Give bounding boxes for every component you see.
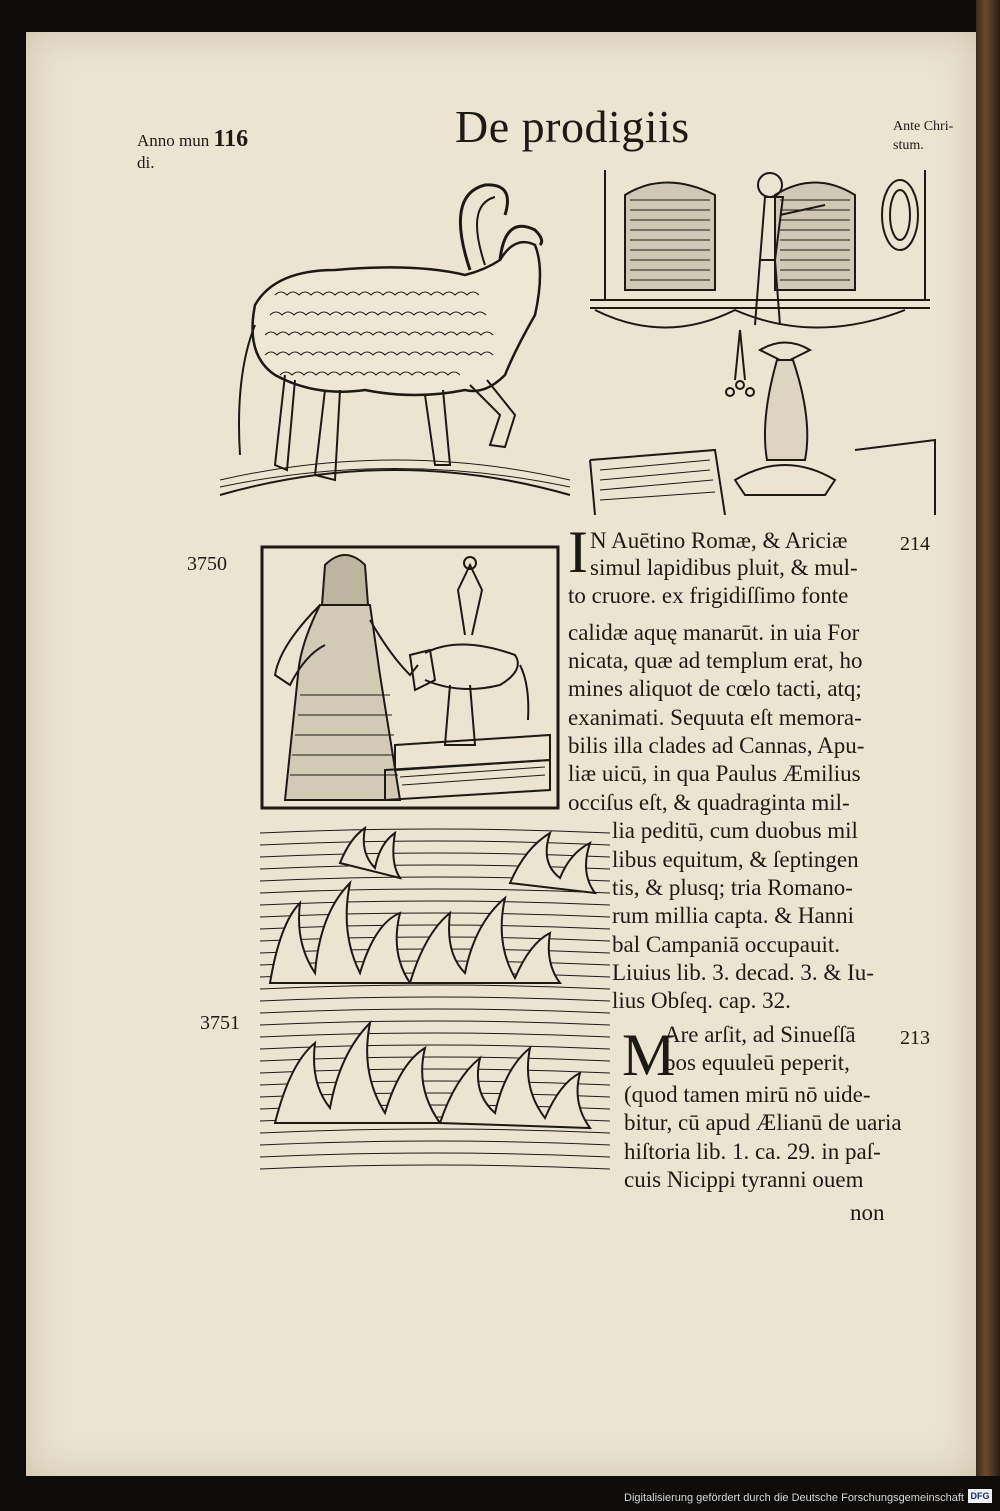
p1-line: rum millia capta. & Hanni (612, 903, 855, 928)
p1-line: lius Obſeq. cap. 32. (612, 988, 791, 1013)
ante-label-cont: stum. (893, 138, 924, 153)
p2-line: hiſtoria lib. 1. ca. 29. in paſ- (624, 1139, 881, 1164)
p1-line: Liuius lib. 3. decad. 3. & Iu- (612, 960, 874, 985)
p1-line: libus equitum, & ſeptingen (612, 847, 859, 872)
dfg-logo-icon: DFG (968, 1489, 992, 1503)
p1-line: bilis illa clades ad Cannas, Apu- (568, 733, 865, 758)
p1-line: bal Campaniā occupauit. (612, 932, 841, 957)
burning-sea-woodcut (260, 823, 610, 1183)
p1-line: simul lapidibus pluit, & mul- (590, 555, 858, 580)
p1-line: exanimati. Sequuta eſt memora- (568, 705, 862, 730)
p1-line: mines aliquot de cœlo tacti, atq; (568, 676, 862, 701)
year-3751: 3751 (200, 1012, 240, 1034)
year-3750: 3750 (187, 553, 227, 575)
book-spine (976, 0, 1000, 1476)
fountain-statue-woodcut (585, 160, 940, 515)
anno-label-cont: di. (137, 153, 155, 172)
p2-line: bos equuleū peperit, (664, 1050, 850, 1075)
p1-line: lia peditū, cum duobus mil (612, 818, 858, 843)
p2-line: bitur, cū apud Ælianū de uaria (624, 1110, 902, 1135)
woman-fountain-woodcut (260, 545, 560, 810)
p2-line: cuis Nicippi tyranni ouem (624, 1167, 864, 1192)
p1-line: liæ uicū, in qua Paulus Æmilius (568, 761, 861, 786)
dropcap-m: M (622, 1022, 676, 1088)
p1-line: calidæ aquę manarūt. in uia For (568, 620, 860, 645)
margin-number-214: 214 (900, 533, 930, 555)
p1-line: occiſus eſt, & quadraginta mil- (568, 790, 850, 815)
digitization-footer (0, 1476, 1000, 1511)
p2-line: (quod tamen mirū nō uide- (624, 1082, 871, 1107)
p1-line: nicata, quæ ad templum erat, ho (568, 648, 863, 673)
anno-label: Anno mun (137, 131, 210, 150)
margin-number-213: 213 (900, 1027, 930, 1049)
p1-line: N Auētino Romæ, & Ariciæ (590, 528, 848, 553)
p1-line: tis, & plusq; tria Romano- (612, 875, 853, 900)
dfg-credit: Digitalisierung gefördert durch die Deutsche Forschungsgemeinschaft (624, 1492, 964, 1504)
p1-line: to cruore. ex frigidiſſimo fonte (568, 583, 849, 608)
ram-woodcut (215, 175, 575, 505)
ante-label: Ante Chri- (893, 119, 954, 134)
dropcap-i: I (568, 519, 588, 585)
anno-mundi-label (137, 128, 297, 174)
p2-line: Are arſit, ad Sinueſſā (664, 1022, 856, 1047)
running-title: De prodigiis (455, 101, 690, 152)
p2-line: non (850, 1200, 885, 1225)
page-number: 116 (213, 126, 249, 152)
ante-christum-label (893, 117, 973, 155)
